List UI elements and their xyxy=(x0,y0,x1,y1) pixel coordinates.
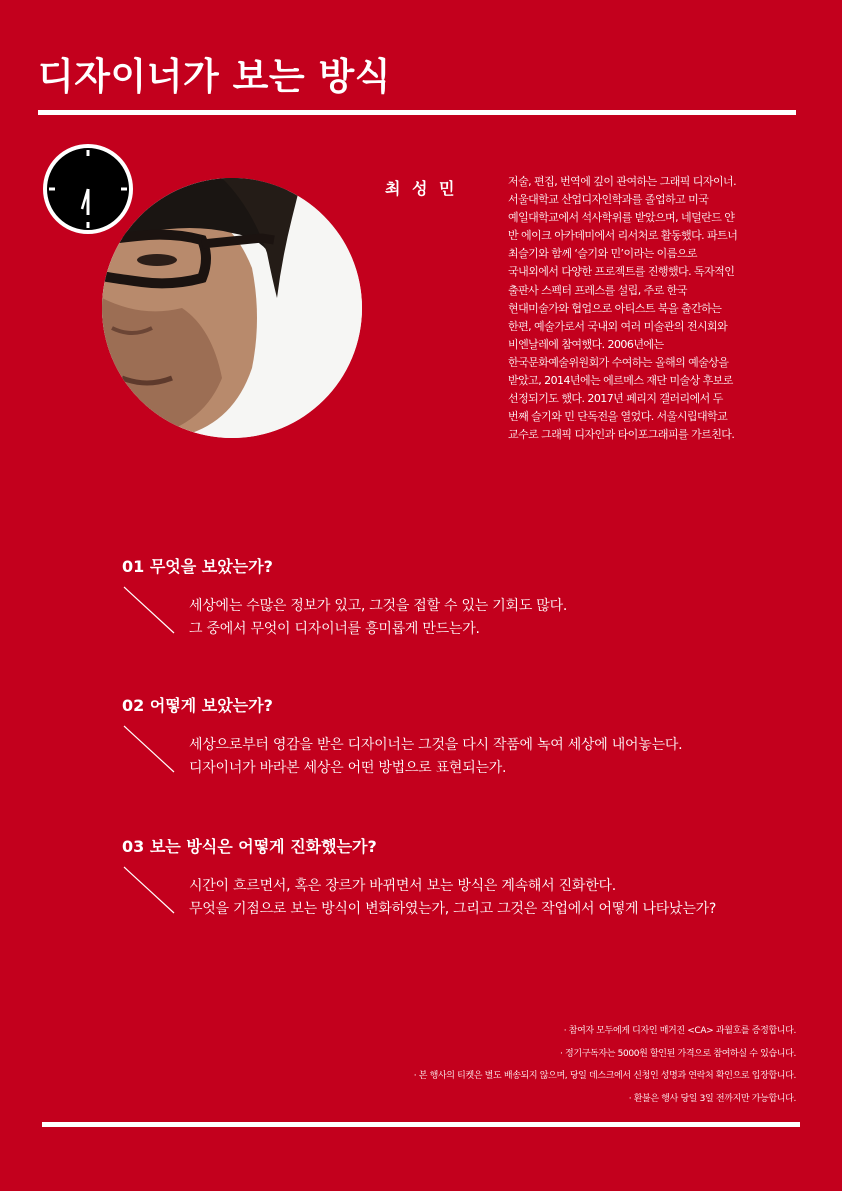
bio-line: 반 에이크 아카데미에서 리서처로 활동했다. 파트너 xyxy=(508,229,738,243)
diagonal-line-icon xyxy=(122,865,178,915)
note-item: · 참여자 모두에게 디자인 매거진 <CA> 과월호를 증정합니다. xyxy=(563,1026,796,1036)
question-heading: 02 어떻게 보았는가? xyxy=(122,696,273,715)
bio-line: 국내외에서 다양한 프로젝트를 진행했다. 독자적인 xyxy=(508,265,735,279)
question-line: 시간이 흐르면서, 혹은 장르가 바뀌면서 보는 방식은 계속해서 진화한다. xyxy=(189,878,616,894)
diagonal-line-icon xyxy=(122,585,178,635)
top-divider xyxy=(38,110,796,115)
note-item: · 정기구독자는 5000원 할인된 가격으로 참여하실 수 있습니다. xyxy=(559,1048,796,1059)
question-section-2 xyxy=(122,694,812,776)
question-body xyxy=(189,875,716,921)
bio-line: 선정되기도 했다. 2017년 페리지 갤러리에서 두 xyxy=(508,392,723,406)
page-title: 디자이너가 보는 방식 xyxy=(38,55,391,98)
diagonal-line-icon xyxy=(122,724,178,774)
question-line: 무엇을 기점으로 보는 방식이 변화하였는가, 그리고 그것은 작업에서 어떻게 나타났는가? xyxy=(189,901,717,917)
question-line: 디자이너가 바라본 세상은 어떤 방법으로 표현되는가. xyxy=(189,760,507,776)
question-body xyxy=(189,595,567,641)
bottom-divider xyxy=(42,1122,800,1127)
event-notes xyxy=(414,1020,796,1110)
question-heading: 01 무엇을 보았는가? xyxy=(122,557,273,576)
bio-line: 출판사 스펙터 프레스를 설립, 주로 한국 xyxy=(508,283,687,297)
bio-line: 예일대학교에서 석사학위를 받았으며, 네덜란드 얀 xyxy=(508,211,735,225)
bio-line: 최슬기와 함께 ‘슬기와 민’이라는 이름으로 xyxy=(508,247,697,261)
bio-line: 비엔날레에 참여했다. 2006년에는 xyxy=(508,337,664,351)
question-body xyxy=(189,734,682,780)
bio-line: 번째 슬기와 민 단독전을 열었다. 서울시립대학교 xyxy=(508,410,728,424)
question-line: 그 중에서 무엇이 디자이너를 흥미롭게 만드는가. xyxy=(189,621,480,637)
bio-line: 받았고, 2014년에는 에르메스 재단 미술상 후보로 xyxy=(508,374,733,388)
question-line: 세상에는 수많은 정보가 있고, 그것을 접할 수 있는 기회도 많다. xyxy=(189,598,568,614)
question-heading: 03 보는 방식은 어떻게 진화했는가? xyxy=(122,837,377,856)
clock-icon xyxy=(42,143,134,235)
portrait-photo xyxy=(102,178,362,438)
bio-line: 저술, 편집, 번역에 깊이 관여하는 그래픽 디자이너. xyxy=(508,175,737,188)
bio-line: 교수로 그래픽 디자인과 타이포그래피를 가르친다. xyxy=(508,428,735,442)
designer-bio xyxy=(508,173,766,444)
designer-name: 최 성 민 xyxy=(385,179,458,198)
bio-line: 서울대학교 산업디자인학과를 졸업하고 미국 xyxy=(508,193,709,207)
question-line: 세상으로부터 영감을 받은 디자이너는 그것을 다시 작품에 녹여 세상에 내어놓는다. xyxy=(189,737,683,753)
bio-line: 한편, 예술가로서 국내외 여러 미술관의 전시회와 xyxy=(508,319,728,333)
question-section-3 xyxy=(122,835,812,917)
question-section-1 xyxy=(122,555,812,637)
bio-line: 현대미술가와 협업으로 아티스트 북을 출간하는 xyxy=(508,301,722,315)
bio-line: 한국문화예술위원회가 수여하는 올해의 예술상을 xyxy=(508,355,729,369)
note-item: · 본 행사의 티켓은 별도 배송되지 않으며, 당일 데스크에서 신청인 성명과 연락처 확인으로 입장합니다. xyxy=(413,1071,796,1081)
note-item: · 환불은 행사 당일 3일 전까지만 가능합니다. xyxy=(628,1093,796,1104)
